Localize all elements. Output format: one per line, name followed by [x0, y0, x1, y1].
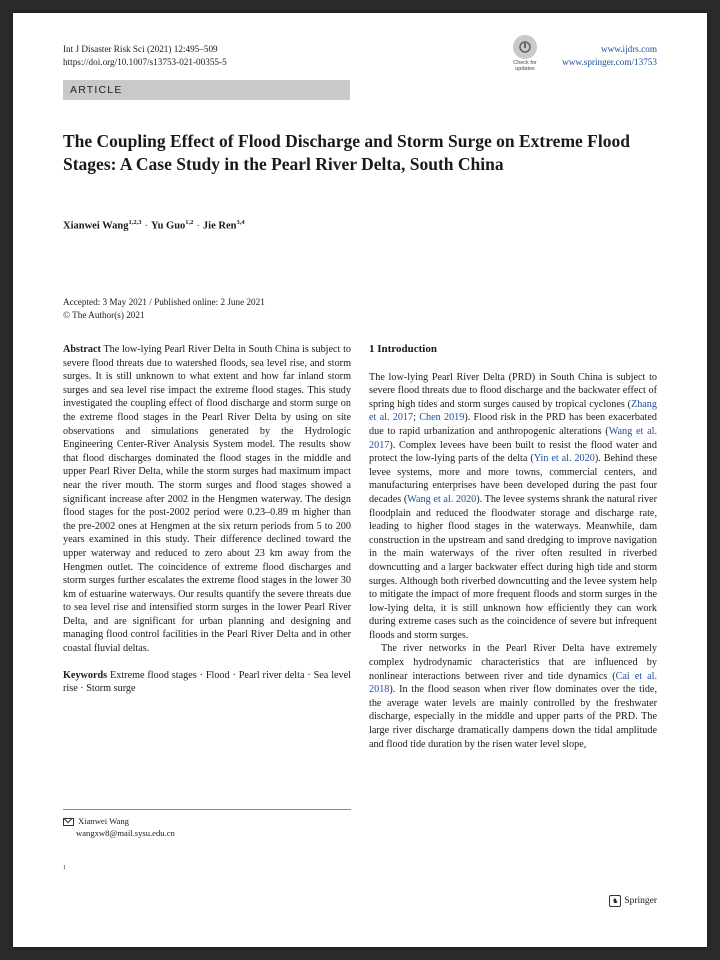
paragraph-text: The low-lying Pearl River Delta (PRD) in South China is subject to severe flood threats due to flood discharge and the backwater effect of spring high tides and storm surges caused by tropical cyclones (: [369, 371, 657, 410]
citation-link[interactable]: Yin et al. 2020: [533, 453, 595, 465]
intro-paragraph-2: [369, 642, 657, 751]
correspondence-footnote: [63, 816, 351, 839]
intro-paragraph-1: [369, 371, 657, 643]
abstract: [63, 343, 351, 656]
article-type-bar: [63, 80, 350, 100]
section-heading: 1 Introduction: [369, 343, 437, 355]
citation-link[interactable]: Chen 2019: [419, 412, 465, 424]
right-column: [369, 343, 657, 751]
author-affiliation: 3,4: [236, 219, 245, 226]
paper-page: [13, 13, 707, 947]
author-name[interactable]: Yu Guo: [150, 220, 186, 232]
author-name[interactable]: Xianwei Wang: [63, 220, 129, 232]
keywords-text: Extreme flood stages · Flood · Pearl river delta · Sea level rise · Storm surge: [63, 669, 351, 695]
dates-line: Accepted: 3 May 2021 / Published online: 2 June 2021: [63, 297, 265, 307]
author-affiliation: 1,2,3: [128, 219, 142, 226]
check-updates-icon: [513, 35, 537, 59]
author-separator: ·: [144, 220, 148, 232]
abstract-text: The low-lying Pearl River Delta in South China is subject to severe flood threats due to watershed floods, sea level rise, and storm surges. It is still unknown to what extent and how far inland storm surges and sea level rise impact the extreme flood stages. This study investigated the coupling effect of flood discharge and storm surge on the extreme flood stages in the Pearl River Delta by using on site observations and simulations generated by the Hydrologic Engineering Center-River Analysis System model. The results show that flood discharges dominated the flood stages in the middle and upper Pearl River Delta, while the storm surges had maximum impact near the river mouth. The storm surges and flood stages showed a significant increase after 2002 in the Hengmen waterway. The design flood stages for the post-2002 period were 0.23–0.89 m higher than the pre-2002 ones at Hengmen at the six return periods from 5 to 200 years examined in this study. Their difference declined toward the upper waterway and reduced to zero about 23 km away from the Hengmen outlet. The coincidence of extreme flood discharges and storm surges further escalates the extreme flood stages in the lower 30 km of estuarine waterways. Our results quantify the severe threats due to sea level rise and intensified storm surges in the lower Pearl River Delta, and are significant for urban planning and designing and managing flood control facilities in the Pearl River Delta and in other coastal fluvial deltas.: [63, 344, 351, 655]
footnote-marker: 1: [63, 865, 66, 871]
footnote-rule: [63, 809, 351, 810]
publication-dates: [63, 296, 265, 321]
correspondence-name: Xianwei Wang: [78, 816, 129, 826]
journal-links: [562, 43, 657, 69]
citation-link[interactable]: Wang et al. 2020: [407, 493, 477, 505]
paragraph-text: ). Complex levees have been built to resist the flood water and protect the low-lying parts of the delta (: [369, 439, 657, 465]
paragraph-text: ;: [413, 412, 420, 424]
badge-line2: updates: [515, 66, 535, 72]
paragraph-text: The river networks in the Pearl River Delta have extremely complex hydrodynamic characteristics that are influenced by nonlinear interactions between river and tide dynamics (: [369, 643, 657, 682]
citation-link[interactable]: Wang et al. 2017: [369, 425, 657, 451]
doi-link[interactable]: https://doi.org/10.1007/s13753-021-00355-5: [63, 57, 227, 67]
article-type-label: ARTICLE: [70, 84, 123, 96]
copyright-line: © The Author(s) 2021: [63, 309, 145, 320]
abstract-heading: Abstract: [63, 344, 101, 355]
author-name[interactable]: Jie Ren: [202, 220, 237, 232]
paper-title: The Coupling Effect of Flood Discharge and Storm Surge on Extreme Flood Stages: A Case Study in the Pearl River Delta, South China: [63, 131, 630, 174]
journal-meta: [63, 43, 227, 69]
check-for-updates-badge[interactable]: [507, 35, 543, 75]
publisher-name: Springer: [624, 896, 657, 906]
paragraph-text: ). In the flood season when river flow dominates over the tide, the average water levels are mainly controlled by the freshwater discharge, especially in the middle and upper parts of the PRD. The large river discharge dramatically dampens down the tidal amplitude and flood tide duration by the risen water level slope,: [369, 684, 657, 750]
paragraph-text: ). Flood risk in the PRD has been exacerbated due to rapid urbanization and anthropogenic alterations (: [369, 412, 657, 437]
citation-link[interactable]: Zhang et al. 2017: [369, 398, 657, 424]
envelope-icon: [63, 818, 74, 826]
site-link-springer[interactable]: www.springer.com/13753: [562, 57, 657, 67]
author-list: [63, 219, 245, 232]
journal-citation: Int J Disaster Risk Sci (2021) 12:495–509: [63, 44, 218, 54]
left-column: [63, 343, 351, 696]
keywords: [63, 669, 351, 696]
citation-link[interactable]: Cai et al. 2018: [369, 670, 657, 696]
correspondence-email[interactable]: wangxw8@mail.sysu.edu.cn: [76, 827, 175, 838]
author-affiliation: 1,2: [185, 219, 194, 226]
author-separator: ·: [196, 220, 200, 232]
paragraph-text: ). Behind these levee systems, more and more towns, commercial centers, and manufacturing enterprises have been developed during the past four decades (: [369, 453, 657, 505]
site-link-ijdrs[interactable]: www.ijdrs.com: [600, 44, 657, 54]
badge-line1: Check for: [513, 60, 537, 66]
springer-horse-icon: ♞: [609, 895, 621, 907]
publisher-logo: [609, 895, 657, 907]
paragraph-text: ). The levee systems shrank the natural river floodplain and reduced the floodwater storage and discharge rate, leading to higher flood stages in the waterways. Meanwhile, dam construction in the upstream and sand dredging to improve navigation in the main waterways of the river often resulted in riverbed downcutting and a larger backwater effect during high tide and storm surges. Although both riverbed downcutting and the levee system help to mitigate the impact of more frequent floods and storm surges in the low-lying delta, it is still unknown how efficiently they can work during extreme cases such as the coincidence of severe but infrequent floods and storm surges.: [369, 493, 657, 641]
keywords-heading: Keywords: [63, 669, 108, 681]
